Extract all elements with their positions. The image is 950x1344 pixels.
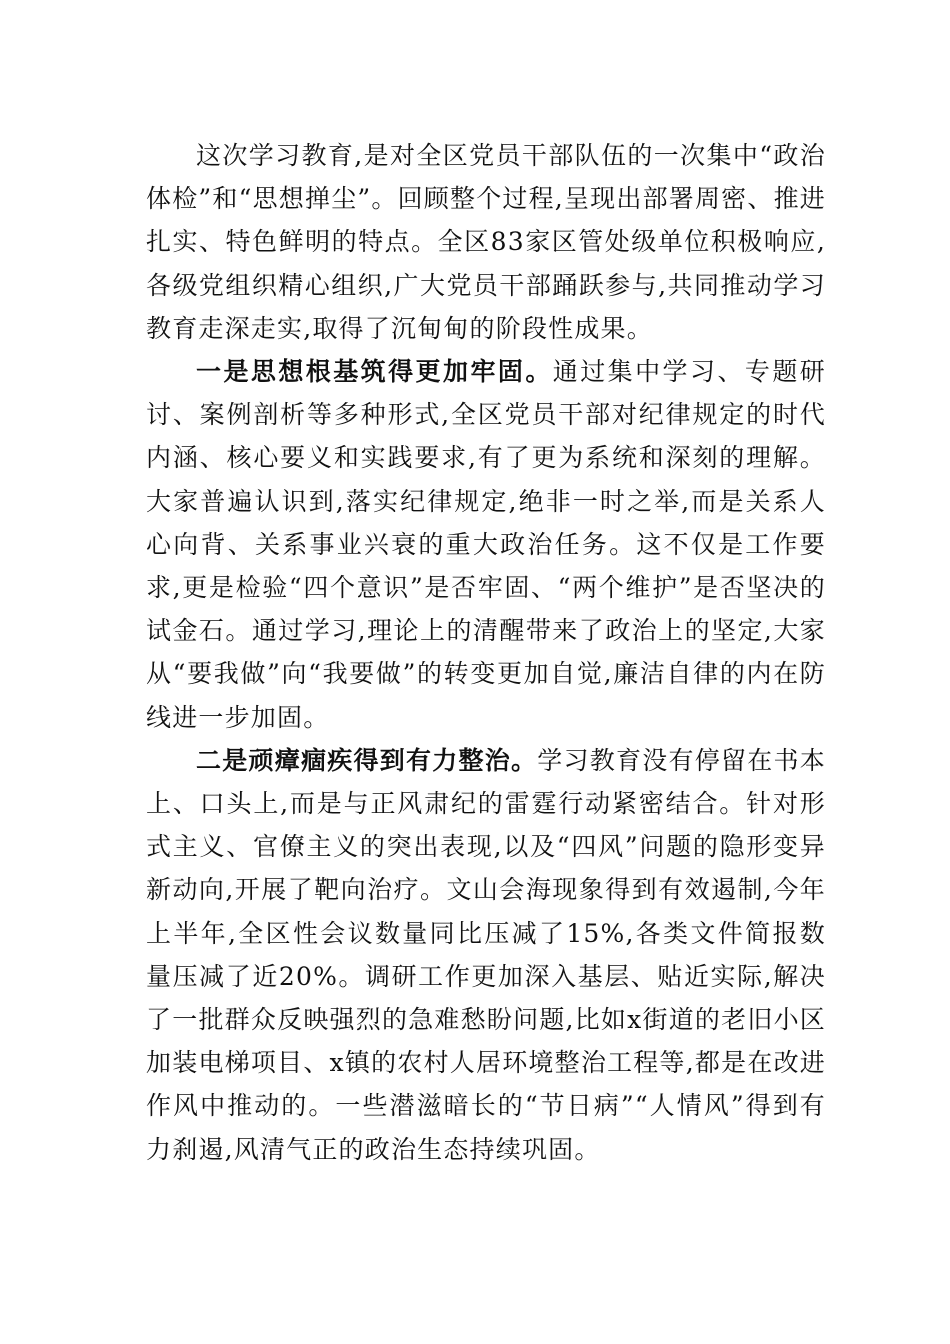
paragraph-point-one xyxy=(146,350,826,739)
paragraph-text: 这次学习教育,是对全区党员干部队伍的一次集中“政治体检”和“思想掸尘”。回顾整个过程,呈现出部署周密、推进扎实、特色鲜明的特点。全区83家区管处级单位积极响应,各级党组织精心组织,广大党员干部踊跃参与,共同推动学习教育走深走实,取得了沉甸甸的阶段性成果。 xyxy=(146,141,826,343)
paragraph-text: 学习教育没有停留在书本上、口头上,而是与正风肃纪的雷霆行动紧密结合。针对形式主义、官僚主义的突出表现,以及“四风”问题的隐形变异新动向,开展了靶向治疗。文山会海现象得到有效遏制,今年上半年,全区性会议数量同比压减了15%,各类文件简报数量压减了近20%。调研工作更加深入基层、贴近实际,解决了一批群众反映强烈的急难愁盼问题,比如x街道的老旧小区加装电梯项目、x镇的农村人居环境整治工程等,都是在改进作风中推动的。一些潜滋暗长的“节日病”“人情风”得到有力刹遏,风清气正的政治生态持续巩固。 xyxy=(146,745,826,1164)
document-body xyxy=(146,134,826,1171)
paragraph-intro xyxy=(146,134,826,350)
paragraph-lead: 一是思想根基筑得更加牢固。 xyxy=(196,357,553,387)
paragraph-point-two xyxy=(146,739,826,1171)
paragraph-text: 通过集中学习、专题研讨、案例剖析等多种形式,全区党员干部对纪律规定的时代内涵、核心要义和实践要求,有了更为系统和深刻的理解。大家普遍认识到,落实纪律规定,绝非一时之举,而是关系人心向背、关系事业兴衰的重大政治任务。这不仅是工作要求,更是检验“四个意识”是否牢固、“两个维护”是否坚决的试金石。通过学习,理论上的清醒带来了政治上的坚定,大家从“要我做”向“我要做”的转变更加自觉,廉洁自律的内在防线进一步加固。 xyxy=(146,357,827,732)
paragraph-lead: 二是顽瘴痼疾得到有力整治。 xyxy=(196,745,538,775)
